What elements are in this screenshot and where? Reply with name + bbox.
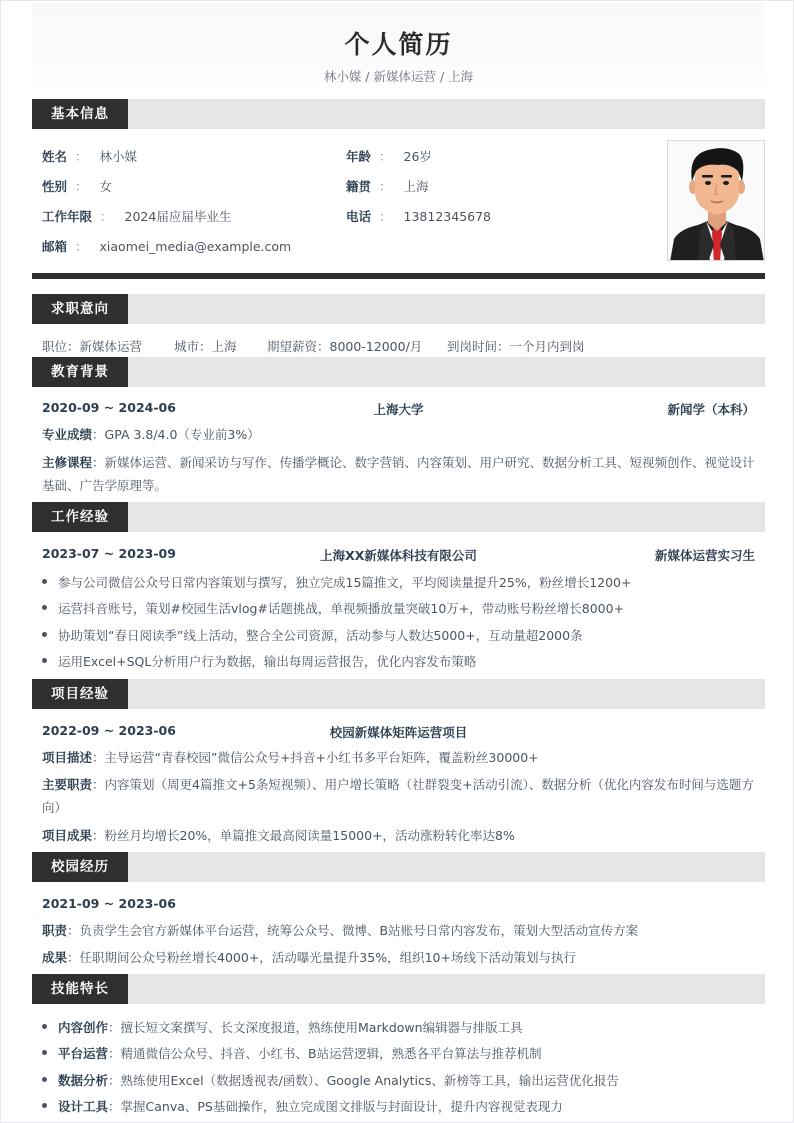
section-divider (32, 273, 765, 279)
campus-header-row (42, 896, 755, 911)
work-bullet: 协助策划“春日阅读季”线上活动，整合全公司资源，活动参与人数达5000+，互动量超2000条 (42, 626, 583, 644)
bullet-dot-icon (42, 1050, 47, 1055)
education-gpa (42, 423, 757, 446)
field-value: ：新媒体运营、新闻采访与写作、传播学概论、数字营销、内容策划、用户研究、数据分析工具、短视频创作、视觉设计基础、广告学原理等。 (42, 455, 755, 493)
field-label: 性别 (42, 179, 68, 194)
field-email: 邮箱 ： xiaomei_media@example.com (42, 239, 292, 254)
field-value: 上海 (403, 179, 429, 194)
page-title: 个人简历 (344, 30, 453, 59)
field-value: xiaomei_media@example.com (99, 239, 292, 254)
education-school: 上海大学 (373, 402, 424, 417)
intent-city: 城市：上海 (174, 339, 237, 354)
project-name: 校园新媒体矩阵运营项目 (329, 725, 468, 740)
section-header-education (32, 357, 765, 387)
field-origin: 籍贯 ： 上海 (346, 179, 429, 194)
field-label: 电话 (346, 209, 372, 224)
project-result (42, 824, 757, 847)
field-label: 职责 (42, 923, 68, 938)
education-courses (42, 451, 757, 497)
field-value: ：任职期间公众号粉丝增长4000+，活动曝光量提升35%，组织10+场线下活动策划与执行 (67, 950, 576, 965)
bullet-dot-icon (42, 1024, 47, 1029)
work-bullet: 运用Excel+SQL分析用户行为数据，输出每周运营报告，优化内容发布策略 (42, 652, 476, 670)
field-value: ：主导运营“青春校园”微信公众号+抖音+小红书多平台矩阵，覆盖粉丝30000+ (92, 750, 539, 765)
bullet-dot-icon (42, 632, 47, 637)
field-label: 邮箱 (42, 239, 68, 254)
field-label: 姓名 (42, 149, 68, 164)
field-years: 工作年限 ： 2024届应届毕业生 (42, 209, 232, 224)
field-value: 13812345678 (403, 209, 492, 224)
field-label: 成果 (42, 950, 68, 965)
section-title: 技能特长 (32, 974, 128, 1004)
field-label: 工作年限 (42, 209, 93, 224)
project-header-row (42, 723, 755, 738)
field-value: 林小媒 (99, 149, 138, 164)
field-value: 26岁 (403, 149, 432, 164)
field-label: 项目成果 (42, 828, 93, 843)
section-title: 教育背景 (32, 357, 128, 387)
section-header-intent (32, 294, 765, 324)
field-label: 专业成绩 (42, 427, 93, 442)
campus-period: 2021-09 ~ 2023-06 (42, 896, 176, 911)
campus-result (42, 946, 757, 969)
field-name: 姓名 ： 林小媒 (42, 149, 138, 164)
intent-salary: 期望薪资：8000-12000/月 (267, 339, 423, 354)
project-period: 2022-09 ~ 2023-06 (42, 723, 176, 738)
bullet-dot-icon (42, 1077, 47, 1082)
section-title: 工作经验 (32, 502, 128, 532)
section-header-skills (32, 974, 765, 1004)
work-role: 新媒体运营实习生 (654, 548, 755, 563)
work-company: 上海XX新媒体科技有限公司 (320, 548, 477, 563)
section-title: 求职意向 (32, 294, 128, 324)
education-header-row (42, 400, 755, 415)
skill-item: 数据分析：熟练使用Excel（数据透视表/函数）、Google Analytics、新榜等工具，输出运营优化报告 (42, 1071, 619, 1089)
work-header-row (42, 546, 755, 561)
work-bullet: 运营抖音账号，策划#校园生活vlog#话题挑战，单视频播放量突破10万+，带动账号粉丝增长8000+ (42, 599, 624, 617)
field-label: 项目描述 (42, 750, 93, 765)
resume-header (32, 3, 765, 95)
field-phone: 电话 ： 13812345678 (346, 209, 492, 224)
avatar-illustration-icon (668, 141, 765, 261)
field-label: 主要职责 (42, 777, 93, 792)
skill-item: 设计工具：掌握Canva、PS基础操作，独立完成图文排版与封面设计，提升内容视觉表现力 (42, 1097, 563, 1115)
field-label: 年龄 (346, 149, 372, 164)
page-subtitle: 林小媒 / 新媒体运营 / 上海 (323, 69, 474, 84)
skill-item: 平台运营：精通微信公众号、抖音、小红书、B站运营逻辑，熟悉各平台算法与推荐机制 (42, 1044, 542, 1062)
field-value: 2024届应届毕业生 (124, 209, 232, 224)
field-label: 籍贯 (346, 179, 372, 194)
section-header-basic (32, 99, 765, 129)
field-value: ：粉丝月均增长20%，单篇推文最高阅读量15000+，活动涨粉转化率达8% (92, 828, 515, 843)
bullet-dot-icon (42, 1103, 47, 1108)
field-value: ：负责学生会官方新媒体平台运营，统筹公众号、微博、B站账号日常内容发布，策划大型活动宣传方案 (67, 923, 639, 938)
field-value: ：内容策划（周更4篇推文+5条短视频）、用户增长策略（社群裂变+活动引流）、数据分析（优化内容发布时间与选题方向） (42, 777, 754, 815)
section-title: 校园经历 (32, 852, 128, 882)
field-gender: 性别 ： 女 (42, 179, 113, 194)
intent-position: 职位：新媒体运营 (42, 339, 143, 354)
work-bullet: 参与公司微信公众号日常内容策划与撰写，独立完成15篇推文，平均阅读量提升25%，粉丝增长1200+ (42, 573, 631, 591)
skill-item: 内容创作：擅长短文案撰写、长文深度报道，熟练使用Markdown编辑器与排版工具 (42, 1018, 523, 1036)
field-value: ：GPA 3.8/4.0（专业前3%） (92, 427, 260, 442)
section-title: 项目经验 (32, 679, 128, 709)
section-header-project (32, 679, 765, 709)
avatar-photo (667, 140, 765, 261)
section-header-work (32, 502, 765, 532)
project-desc (42, 746, 757, 769)
field-label: 主修课程 (42, 455, 93, 470)
education-period: 2020-09 ~ 2024-06 (42, 400, 176, 415)
field-value: 女 (99, 179, 113, 194)
bullet-dot-icon (42, 658, 47, 663)
bullet-dot-icon (42, 605, 47, 610)
section-header-campus (32, 852, 765, 882)
section-title: 基本信息 (32, 99, 128, 129)
education-major: 新闻学（本科） (667, 402, 755, 417)
intent-arrival: 到岗时间：一个月内到岗 (447, 339, 585, 354)
project-duty (42, 773, 757, 819)
work-period: 2023-07 ~ 2023-09 (42, 546, 176, 561)
campus-duty (42, 919, 757, 942)
field-age: 年龄 ： 26岁 (346, 149, 432, 164)
bullet-dot-icon (42, 579, 47, 584)
